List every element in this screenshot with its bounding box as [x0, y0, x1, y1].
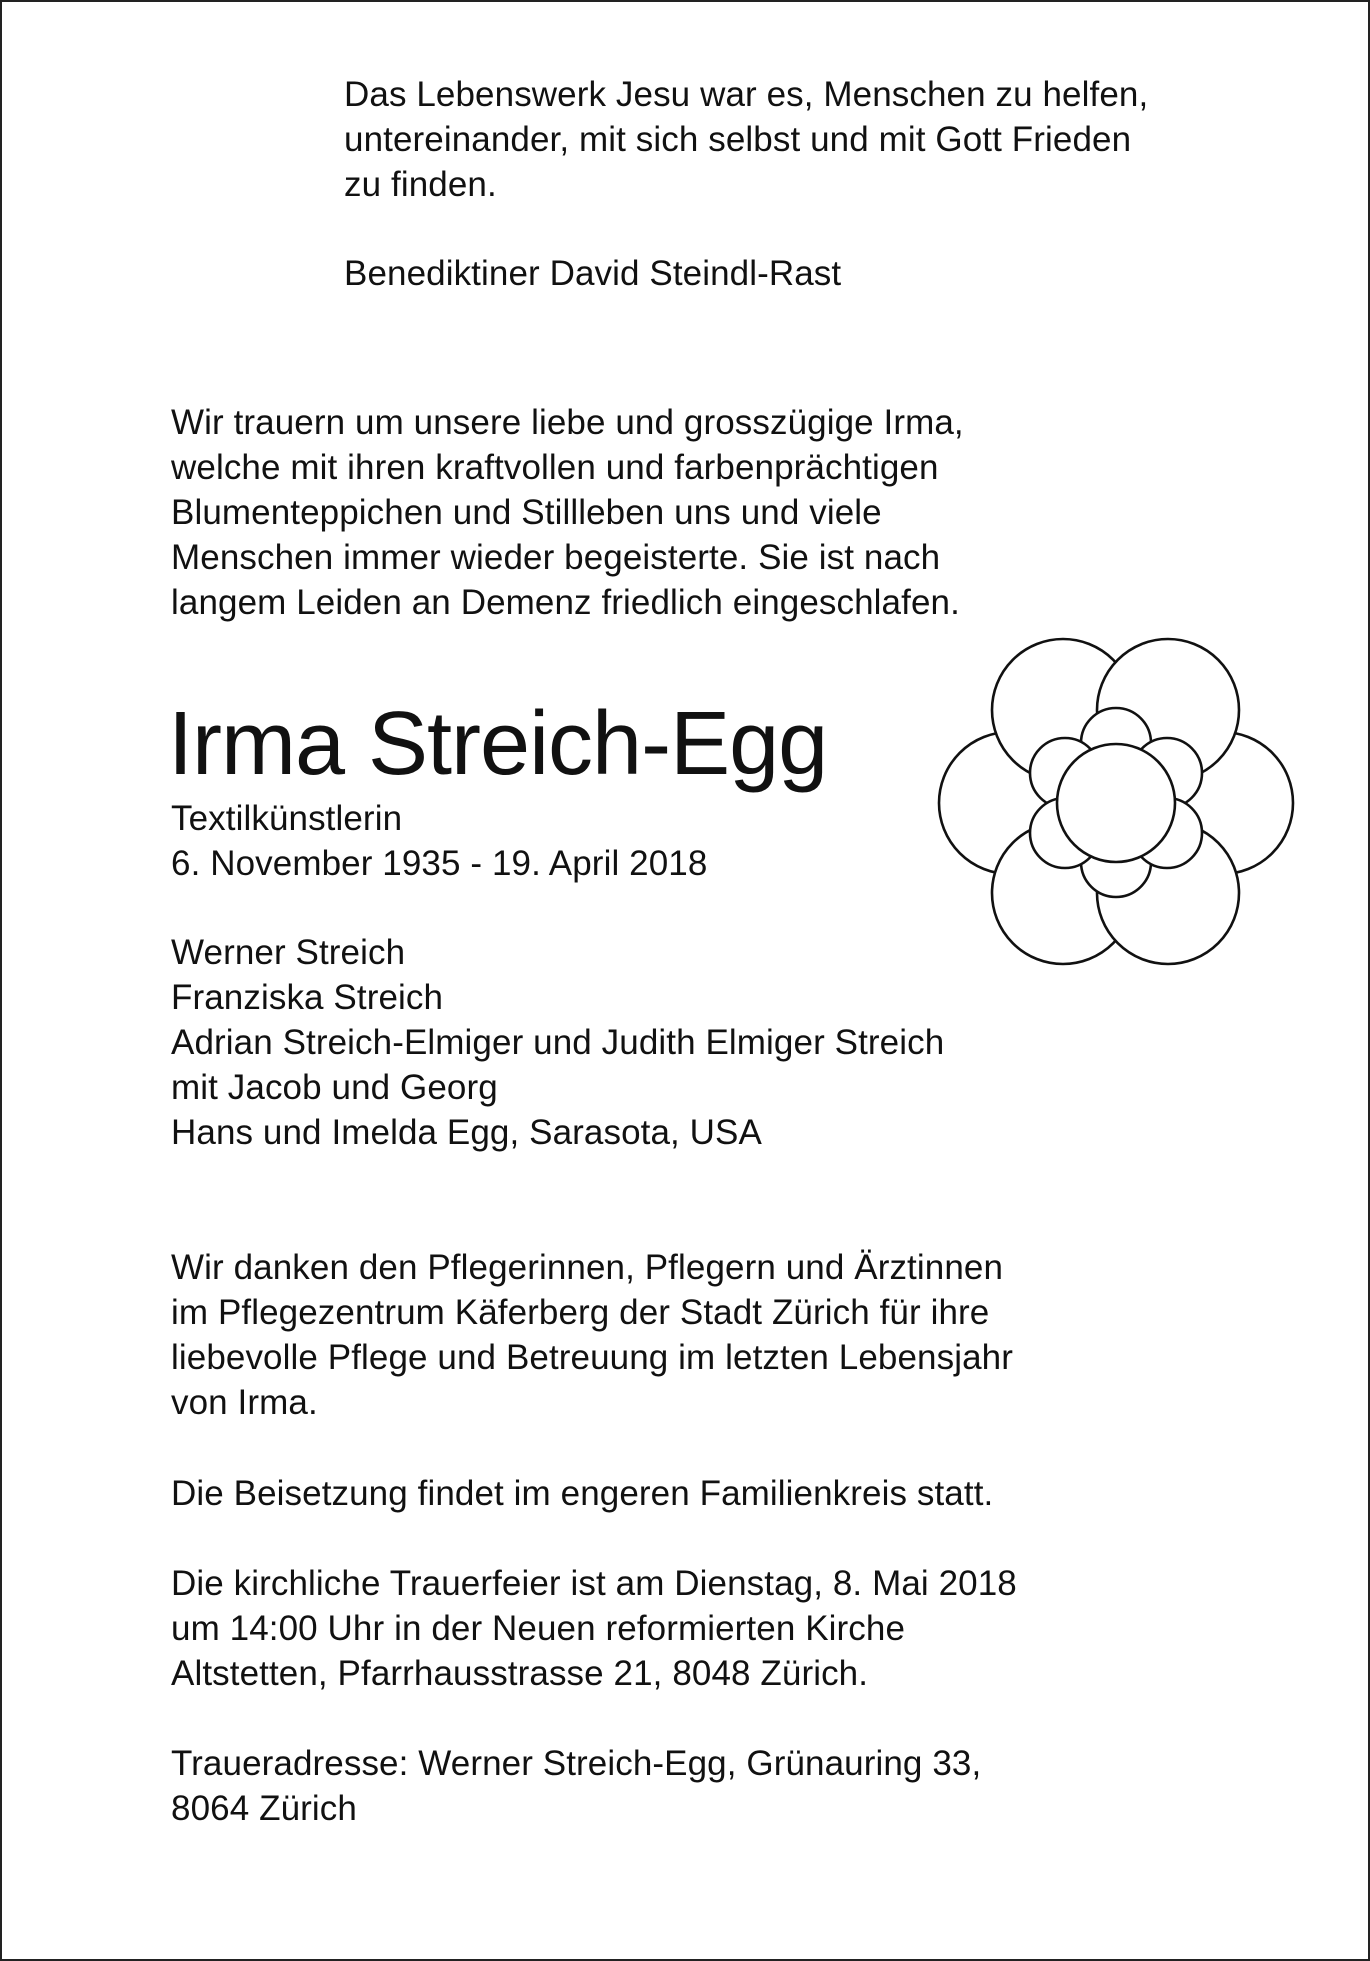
- quote-line: zu finden.: [344, 165, 497, 204]
- address-line: Traueradresse: Werner Streich-Egg, Grünauring 33,: [171, 1744, 982, 1783]
- flower-center: [1057, 744, 1175, 862]
- family-member: Adrian Streich-Elmiger und Judith Elmiger Streich: [171, 1023, 945, 1062]
- thanks-line: Wir danken den Pflegerinnen, Pflegern und Ärztinnen: [171, 1248, 1004, 1287]
- family-member: Werner Streich: [171, 933, 406, 972]
- service-line: Die kirchliche Trauerfeier ist am Dienstag, 8. Mai 2018: [171, 1564, 1017, 1603]
- quote-author: Benediktiner David Steindl-Rast: [344, 254, 842, 293]
- profession: Textilkünstlerin: [171, 799, 403, 838]
- quote-line: Das Lebenswerk Jesu war es, Menschen zu helfen,: [344, 75, 1149, 114]
- thanks-line: von Irma.: [171, 1383, 318, 1422]
- family-member: mit Jacob und Georg: [171, 1068, 498, 1107]
- intro-line: Wir trauern um unsere liebe und grosszügige Irma,: [171, 403, 964, 442]
- intro-line: langem Leiden an Demenz friedlich eingeschlafen.: [171, 583, 960, 622]
- thanks-line: im Pflegezentrum Käferberg der Stadt Zürich für ihre: [171, 1293, 990, 1332]
- intro-line: Blumenteppichen und Stillleben uns und viele: [171, 493, 882, 532]
- quote-line: untereinander, mit sich selbst und mit Gott Frieden: [344, 120, 1132, 159]
- thanks-line: liebevolle Pflege und Betreuung im letzten Lebensjahr: [171, 1338, 1013, 1377]
- life-dates: 6. November 1935 - 19. April 2018: [171, 844, 708, 883]
- intro-line: welche mit ihren kraftvollen und farbenprächtigen: [171, 448, 939, 487]
- address-line: 8064 Zürich: [171, 1789, 357, 1828]
- burial-note: Die Beisetzung findet im engeren Familienkreis statt.: [171, 1474, 994, 1513]
- service-line: um 14:00 Uhr in der Neuen reformierten Kirche: [171, 1609, 906, 1648]
- family-member: Hans und Imelda Egg, Sarasota, USA: [171, 1113, 762, 1152]
- intro-line: Menschen immer wieder begeisterte. Sie ist nach: [171, 538, 941, 577]
- service-line: Altstetten, Pfarrhausstrasse 21, 8048 Zürich.: [171, 1654, 869, 1693]
- family-member: Franziska Streich: [171, 978, 444, 1017]
- deceased-name: Irma Streich-Egg: [168, 694, 828, 794]
